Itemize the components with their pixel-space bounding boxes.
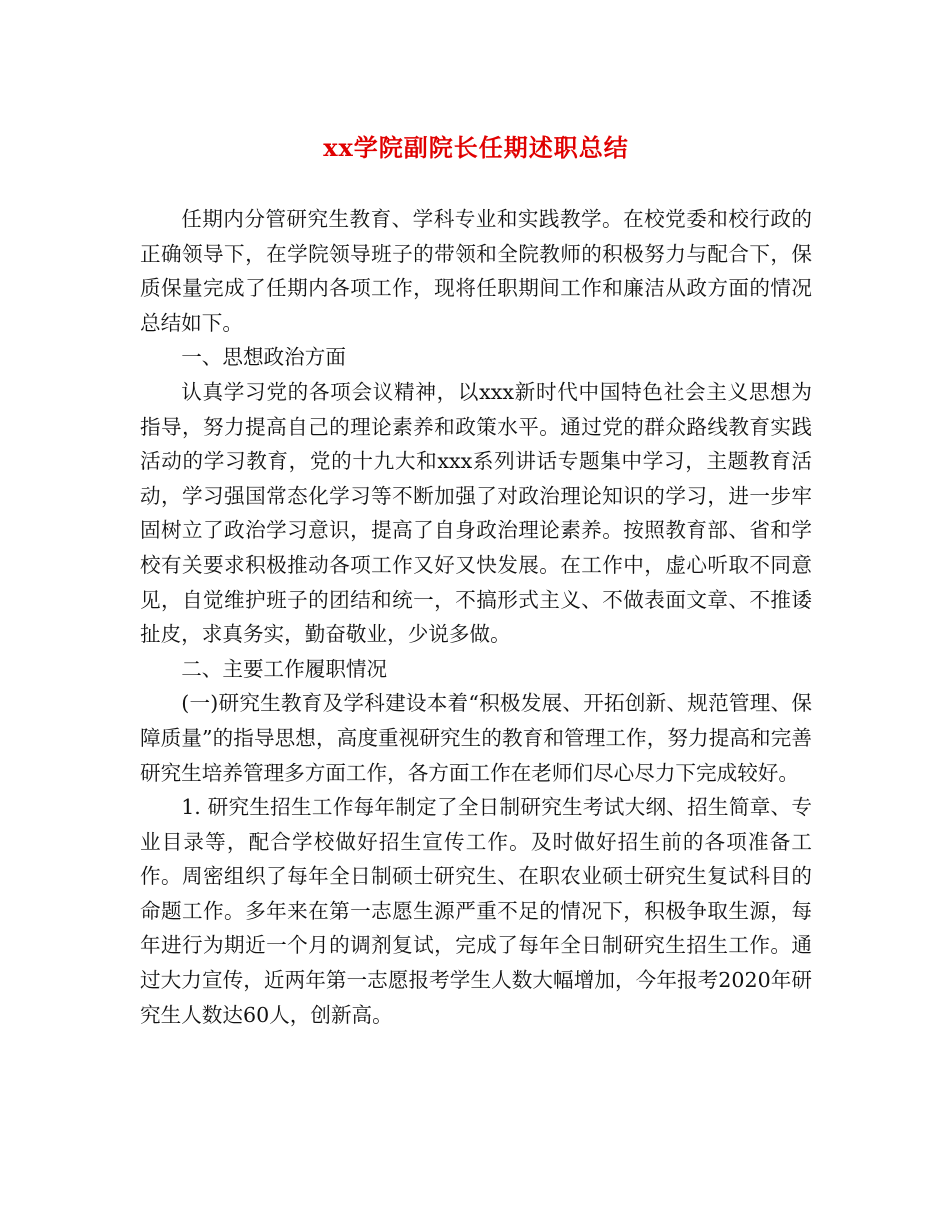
paragraph-ideology: 认真学习党的各项会议精神，以xxx新时代中国特色社会主义思想为指导，努力提高自己的理论素养和政策水平。通过党的群众路线教育实践活动的学习教育，党的十九大和xxx系列讲话专题集中学习，主题教育活动，学习强国常态化学习等不断加强了对政治理论知识的学习，进一步牢固树立了政治学习意识，提高了自身政治理论素养。按照教育部、省和学校有关要求积极推动各项工作又好又快发展。在工作中，虚心听取不同意见，自觉维护班子的团结和统一，不搞形式主义、不做表面文章、不推诿扯皮，求真务实，勤奋敬业，少说多做。	[140, 379, 812, 647]
document-body	[140, 202, 812, 1032]
section-heading-duties: 二、主要工作履职情况	[181, 656, 388, 681]
paragraph-intro: 任期内分管研究生教育、学科专业和实践教学。在校党委和校行政的正确领导下，在学院领导班子的带领和全院教师的积极努力与配合下，保质保量完成了任期内各项工作，现将任职期间工作和廉洁从政方面的情况总结如下。	[140, 207, 812, 335]
paragraph-enrollment: 1. 研究生招生工作每年制定了全日制研究生考试大纲、招生简章、专业目录等，配合学校做好招生宣传工作。及时做好招生前的各项准备工作。周密组织了每年全日制硕士研究生、在职农业硕士研究生复试科目的命题工作。多年来在第一志愿生源严重不足的情况下，积极争取生源，每年进行为期近一个月的调剂复试，完成了每年全日制研究生招生工作。通过大力宣传，近两年第一志愿报考学生人数大幅增加，今年报考2020年研究生人数达60人，创新高。	[140, 795, 812, 1027]
section-heading-ideology: 一、思想政治方面	[181, 345, 346, 370]
document-title: xx学院副院长任期述职总结	[323, 133, 629, 162]
paragraph-graduate-education: (一)研究生教育及学科建设本着“积极发展、开拓创新、规范管理、保障质量”的指导思想，高度重视研究生的教育和管理工作，努力提高和完善研究生培养管理多方面工作，各方面工作在老师们尽心尽力下完成较好。	[140, 691, 812, 785]
document-page	[140, 128, 812, 1032]
